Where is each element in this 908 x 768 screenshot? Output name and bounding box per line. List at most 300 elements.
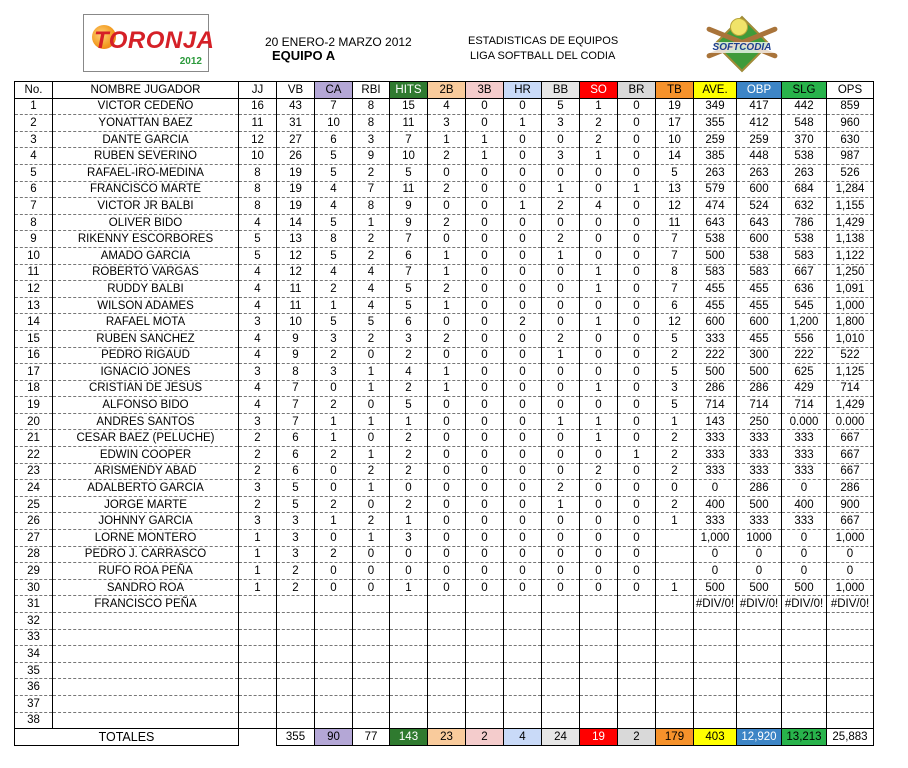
totals-blank-cell <box>239 729 277 746</box>
table-cell: 333 <box>782 447 827 464</box>
table-row <box>15 364 874 381</box>
table-cell <box>542 646 580 663</box>
table-cell: 222 <box>694 347 737 364</box>
table-row <box>15 181 874 198</box>
table-cell: 1 <box>315 413 353 430</box>
table-cell: 3 <box>239 314 277 331</box>
table-cell: 7 <box>656 281 694 298</box>
column-header: CA <box>315 82 353 99</box>
player-name-cell: RAFAEL-IRO-MEDINA <box>53 164 239 181</box>
table-cell: 417 <box>737 98 782 115</box>
table-cell: 1 <box>504 115 542 132</box>
table-cell <box>656 546 694 563</box>
table-cell: 27 <box>15 530 53 547</box>
table-cell: 0 <box>542 297 580 314</box>
table-cell <box>466 712 504 729</box>
table-cell: 8 <box>15 214 53 231</box>
table-cell: 1 <box>353 447 390 464</box>
table-cell <box>737 646 782 663</box>
table-cell: 0 <box>542 430 580 447</box>
totals-cell: 23 <box>428 729 466 746</box>
table-cell <box>737 629 782 646</box>
table-cell: 0 <box>315 480 353 497</box>
player-name-cell: VICTOR JR BALBI <box>53 198 239 215</box>
table-cell: 300 <box>737 347 782 364</box>
table-cell <box>390 679 428 696</box>
table-cell <box>737 662 782 679</box>
table-cell: 0 <box>466 364 504 381</box>
table-cell: 2 <box>353 330 390 347</box>
table-cell <box>239 712 277 729</box>
table-cell <box>466 662 504 679</box>
table-row <box>15 115 874 132</box>
table-cell <box>656 646 694 663</box>
table-cell: 0 <box>504 413 542 430</box>
column-header: NOMBRE JUGADOR <box>53 82 239 99</box>
table-cell: 1,155 <box>827 198 874 215</box>
table-cell: 0 <box>466 330 504 347</box>
table-row <box>15 613 874 630</box>
table-cell: 0 <box>542 314 580 331</box>
table-cell: 5 <box>239 231 277 248</box>
table-row <box>15 413 874 430</box>
table-cell: 1,125 <box>827 364 874 381</box>
table-cell: 400 <box>782 496 827 513</box>
table-cell: 11 <box>656 214 694 231</box>
table-cell: 0 <box>504 480 542 497</box>
table-cell: 32 <box>15 613 53 630</box>
table-cell: 667 <box>782 264 827 281</box>
table-cell: 2 <box>580 131 618 148</box>
column-header: TB <box>656 82 694 99</box>
table-cell: 0 <box>580 214 618 231</box>
table-cell: 1 <box>580 413 618 430</box>
table-cell: 8 <box>239 181 277 198</box>
table-cell: 2 <box>580 463 618 480</box>
table-cell: 11 <box>390 115 428 132</box>
table-cell: 1 <box>353 413 390 430</box>
table-cell: 448 <box>737 148 782 165</box>
table-cell: 0 <box>466 297 504 314</box>
table-cell: 3 <box>353 131 390 148</box>
table-cell: 667 <box>827 430 874 447</box>
table-cell: 5 <box>542 98 580 115</box>
player-name-cell <box>53 662 239 679</box>
table-row <box>15 397 874 414</box>
table-cell: 1 <box>580 264 618 281</box>
table-row <box>15 264 874 281</box>
table-cell: 5 <box>315 148 353 165</box>
table-cell <box>827 613 874 630</box>
table-cell: 500 <box>694 364 737 381</box>
table-cell: 625 <box>782 364 827 381</box>
table-cell: 2 <box>656 347 694 364</box>
table-cell: 1,250 <box>827 264 874 281</box>
table-cell: 0.000 <box>827 413 874 430</box>
table-cell <box>239 695 277 712</box>
table-cell: 429 <box>782 380 827 397</box>
table-cell: 1,000 <box>827 297 874 314</box>
table-row <box>15 646 874 663</box>
softball-icon <box>730 18 748 36</box>
table-cell: 5 <box>239 247 277 264</box>
totals-cell: 13,213 <box>782 729 827 746</box>
table-cell: 5 <box>390 164 428 181</box>
table-cell: 0 <box>466 231 504 248</box>
table-cell: 643 <box>694 214 737 231</box>
table-cell: 250 <box>737 413 782 430</box>
table-cell: 0 <box>542 463 580 480</box>
table-cell: 9 <box>277 330 315 347</box>
table-cell <box>782 695 827 712</box>
table-cell <box>390 662 428 679</box>
table-cell: 0 <box>466 496 504 513</box>
table-cell: 0 <box>580 347 618 364</box>
table-cell: 333 <box>782 513 827 530</box>
totals-cell: 143 <box>390 729 428 746</box>
table-cell: 333 <box>737 463 782 480</box>
table-cell <box>542 679 580 696</box>
table-cell: 0 <box>428 513 466 530</box>
table-cell: 9 <box>390 198 428 215</box>
table-cell <box>353 596 390 613</box>
table-cell: 2 <box>315 447 353 464</box>
table-cell: 0 <box>618 148 656 165</box>
table-cell <box>239 646 277 663</box>
table-cell: 2 <box>542 480 580 497</box>
table-cell <box>580 629 618 646</box>
table-row <box>15 347 874 364</box>
table-cell: 8 <box>656 264 694 281</box>
table-cell: 455 <box>737 330 782 347</box>
table-cell: 1 <box>390 579 428 596</box>
table-cell: 8 <box>353 115 390 132</box>
totals-cell: 25,883 <box>827 729 874 746</box>
table-cell: 1 <box>466 131 504 148</box>
table-cell: 714 <box>782 397 827 414</box>
table-cell: 37 <box>15 695 53 712</box>
table-cell <box>428 679 466 696</box>
table-cell: 0 <box>353 397 390 414</box>
player-name-cell: ANDRES SANTOS <box>53 413 239 430</box>
table-cell: 0 <box>694 546 737 563</box>
table-cell <box>315 695 353 712</box>
table-cell <box>277 662 315 679</box>
table-cell: 6 <box>277 447 315 464</box>
table-cell: 9 <box>277 347 315 364</box>
table-cell: 0 <box>580 164 618 181</box>
table-cell: 4 <box>353 297 390 314</box>
table-row <box>15 430 874 447</box>
player-name-cell: DANTE GARCIA <box>53 131 239 148</box>
totals-label: TOTALES <box>15 729 239 746</box>
table-cell: 500 <box>694 579 737 596</box>
table-cell: 259 <box>737 131 782 148</box>
table-cell: 1,000 <box>827 579 874 596</box>
table-cell: 5 <box>390 297 428 314</box>
table-cell: 2 <box>390 380 428 397</box>
table-cell: 0 <box>428 546 466 563</box>
column-header: RBI <box>353 82 390 99</box>
table-cell: 1 <box>656 413 694 430</box>
table-cell: 0 <box>618 480 656 497</box>
player-name-cell: YONATTAN BAEZ <box>53 115 239 132</box>
totals-cell: 19 <box>580 729 618 746</box>
table-cell: 259 <box>694 131 737 148</box>
table-cell: 3 <box>239 513 277 530</box>
table-cell: 0 <box>428 413 466 430</box>
table-cell: 0 <box>466 198 504 215</box>
table-cell: 1 <box>15 98 53 115</box>
table-cell: 4 <box>239 330 277 347</box>
table-cell: 286 <box>737 380 782 397</box>
table-cell: 636 <box>782 281 827 298</box>
totals-row <box>15 729 874 746</box>
player-name-cell <box>53 646 239 663</box>
table-cell: 583 <box>737 264 782 281</box>
player-name-cell: ROBERTO VARGAS <box>53 264 239 281</box>
player-name-cell: IGNACIO JONES <box>53 364 239 381</box>
table-cell: 5 <box>656 397 694 414</box>
table-cell: 2 <box>277 563 315 580</box>
table-row <box>15 314 874 331</box>
table-cell: 3 <box>239 480 277 497</box>
table-cell <box>239 679 277 696</box>
table-cell: 0 <box>618 231 656 248</box>
table-cell: 442 <box>782 98 827 115</box>
table-cell: 0 <box>466 115 504 132</box>
table-cell: 26 <box>277 148 315 165</box>
table-cell: 0 <box>504 330 542 347</box>
table-cell <box>277 596 315 613</box>
table-cell: 3 <box>239 413 277 430</box>
table-cell: 5 <box>315 164 353 181</box>
table-cell: 24 <box>15 480 53 497</box>
table-cell: 556 <box>782 330 827 347</box>
table-cell: 1 <box>315 513 353 530</box>
table-cell: 1 <box>428 380 466 397</box>
table-cell: 11 <box>239 115 277 132</box>
table-cell: 7 <box>390 131 428 148</box>
table-cell <box>618 679 656 696</box>
table-cell: 0 <box>466 480 504 497</box>
table-cell <box>277 629 315 646</box>
table-cell: 5 <box>15 164 53 181</box>
table-cell <box>428 646 466 663</box>
table-cell <box>782 646 827 663</box>
table-cell: 4 <box>353 264 390 281</box>
table-cell: 4 <box>315 264 353 281</box>
table-cell <box>656 679 694 696</box>
table-cell: 0 <box>782 546 827 563</box>
table-cell: 0 <box>466 563 504 580</box>
table-cell: 0 <box>618 264 656 281</box>
table-cell: 455 <box>694 297 737 314</box>
player-name-cell: PEDRO J. CARRASCO <box>53 546 239 563</box>
player-name-cell <box>53 629 239 646</box>
table-cell: 0 <box>504 496 542 513</box>
table-cell: 11 <box>277 297 315 314</box>
table-cell <box>737 695 782 712</box>
table-cell: 526 <box>827 164 874 181</box>
player-name-cell: RAFAEL MOTA <box>53 314 239 331</box>
table-cell: 2 <box>390 463 428 480</box>
player-name-cell <box>53 613 239 630</box>
table-cell: 0 <box>504 364 542 381</box>
table-cell: 0 <box>504 447 542 464</box>
table-cell: 1 <box>353 380 390 397</box>
table-cell: 0 <box>504 98 542 115</box>
table-cell: 0 <box>580 447 618 464</box>
table-cell: 25 <box>15 496 53 513</box>
table-cell: 3 <box>277 530 315 547</box>
table-cell: 1,429 <box>827 214 874 231</box>
table-cell: 35 <box>15 662 53 679</box>
table-cell: 1 <box>580 148 618 165</box>
table-cell: 0 <box>428 430 466 447</box>
table-cell: 0 <box>737 563 782 580</box>
table-cell: 0 <box>428 231 466 248</box>
table-cell <box>656 629 694 646</box>
table-cell: 0 <box>580 297 618 314</box>
table-cell: 1 <box>504 198 542 215</box>
table-cell: 5 <box>390 397 428 414</box>
table-cell: 0 <box>618 513 656 530</box>
table-cell: 0 <box>737 546 782 563</box>
table-cell: 684 <box>782 181 827 198</box>
table-cell: 0 <box>428 347 466 364</box>
table-cell: 500 <box>782 579 827 596</box>
table-cell: 2 <box>542 330 580 347</box>
table-cell <box>239 662 277 679</box>
table-cell: 2 <box>656 430 694 447</box>
table-cell: 1 <box>656 579 694 596</box>
table-cell: 960 <box>827 115 874 132</box>
table-cell: 0 <box>542 364 580 381</box>
table-cell <box>827 695 874 712</box>
table-cell: 0 <box>466 397 504 414</box>
table-cell: 333 <box>694 430 737 447</box>
table-cell <box>277 712 315 729</box>
table-cell: 3 <box>315 330 353 347</box>
table-cell <box>618 662 656 679</box>
date-range: 20 ENERO-2 MARZO 2012 <box>265 35 412 49</box>
table-cell <box>315 613 353 630</box>
table-row <box>15 231 874 248</box>
table-cell: 0 <box>504 430 542 447</box>
player-name-cell: RUBEN SANCHEZ <box>53 330 239 347</box>
table-cell: 1000 <box>737 530 782 547</box>
table-cell: 0 <box>542 264 580 281</box>
table-row <box>15 712 874 729</box>
table-cell: 1,000 <box>694 530 737 547</box>
table-cell: 0 <box>580 181 618 198</box>
table-cell: 333 <box>694 513 737 530</box>
table-cell: 7 <box>390 264 428 281</box>
table-cell: 2 <box>315 546 353 563</box>
table-cell: 0 <box>428 496 466 513</box>
player-name-cell: WILSON ADAMES <box>53 297 239 314</box>
table-cell <box>694 613 737 630</box>
table-cell <box>504 712 542 729</box>
table-cell <box>656 712 694 729</box>
table-cell: 12 <box>656 198 694 215</box>
table-cell: 0 <box>542 131 580 148</box>
table-cell: 0 <box>315 463 353 480</box>
table-cell <box>504 646 542 663</box>
table-cell: 1 <box>618 181 656 198</box>
table-cell: 0 <box>580 546 618 563</box>
table-cell: 19 <box>277 198 315 215</box>
table-cell: 1 <box>428 131 466 148</box>
table-row <box>15 198 874 215</box>
table-cell <box>782 662 827 679</box>
table-cell: 714 <box>694 397 737 414</box>
table-cell: 0 <box>466 513 504 530</box>
table-cell: 6 <box>656 297 694 314</box>
table-cell: 2 <box>656 447 694 464</box>
table-cell: 2 <box>315 347 353 364</box>
table-cell <box>428 596 466 613</box>
table-cell <box>737 679 782 696</box>
table-cell: 2 <box>390 430 428 447</box>
table-cell <box>428 613 466 630</box>
table-cell <box>353 712 390 729</box>
table-cell: 0 <box>428 314 466 331</box>
table-cell <box>466 646 504 663</box>
table-row <box>15 247 874 264</box>
table-row <box>15 480 874 497</box>
table-cell: 412 <box>737 115 782 132</box>
table-cell: 0 <box>466 347 504 364</box>
table-cell: 0 <box>504 579 542 596</box>
table-cell: 14 <box>277 214 315 231</box>
player-name-cell: SANDRO ROA <box>53 579 239 596</box>
table-cell: 1,200 <box>782 314 827 331</box>
table-cell <box>656 596 694 613</box>
table-cell: 0 <box>618 364 656 381</box>
table-cell: 0 <box>428 463 466 480</box>
table-cell <box>694 712 737 729</box>
softcodia-logo <box>700 16 784 72</box>
table-cell: 0 <box>618 430 656 447</box>
table-cell <box>239 629 277 646</box>
table-cell: 23 <box>15 463 53 480</box>
table-cell: 714 <box>737 397 782 414</box>
table-cell: 6 <box>315 131 353 148</box>
table-cell: 13 <box>656 181 694 198</box>
table-cell: 0 <box>580 231 618 248</box>
table-cell: 14 <box>15 314 53 331</box>
table-cell <box>618 596 656 613</box>
table-cell: 7 <box>277 397 315 414</box>
table-cell <box>277 679 315 696</box>
table-cell: 19 <box>15 397 53 414</box>
table-row <box>15 330 874 347</box>
table-cell <box>694 695 737 712</box>
player-name-cell <box>53 695 239 712</box>
player-name-cell: JOHNNY GARCIA <box>53 513 239 530</box>
table-cell: 0 <box>353 546 390 563</box>
table-cell: 1,284 <box>827 181 874 198</box>
table-cell: 1,091 <box>827 281 874 298</box>
table-cell: 0 <box>315 563 353 580</box>
player-name-cell: ALFONSO BIDO <box>53 397 239 414</box>
table-cell: 0 <box>618 330 656 347</box>
table-cell: 0 <box>504 297 542 314</box>
table-cell: 538 <box>694 231 737 248</box>
table-cell: 4 <box>580 198 618 215</box>
